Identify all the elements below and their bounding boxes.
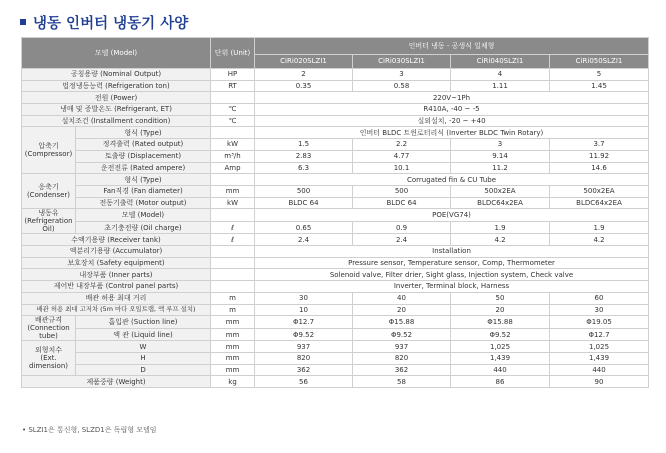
row-unit: HP <box>211 69 255 81</box>
cell: Φ15.88 <box>353 316 451 329</box>
header-group: 인버터 냉동 - 공생식 일체형 <box>255 38 649 55</box>
table-row <box>22 353 649 365</box>
row-label: 초기충전량 (Oil charge) <box>76 221 211 234</box>
header-model-1: CiRi020SLZI1 <box>255 55 353 69</box>
table-row <box>22 127 649 139</box>
cell: 2 <box>255 69 353 81</box>
cell: 362 <box>353 364 451 376</box>
table-row <box>22 246 649 258</box>
cell: 937 <box>353 341 451 353</box>
row-label: 전원 (Power) <box>22 92 211 104</box>
row-label: 운전전류 (Rated ampere) <box>76 162 211 174</box>
cell: Φ15.88 <box>451 316 550 329</box>
row-unit <box>211 209 255 222</box>
row-label: 제품중량 (Weight) <box>22 376 211 388</box>
cell-merged: R410A, -40 ~ -5 <box>255 104 649 116</box>
cell: Φ9.52 <box>255 328 353 341</box>
row-unit <box>211 246 255 258</box>
page-title <box>20 12 188 33</box>
table-row <box>22 150 649 162</box>
cell: 1.5 <box>255 139 353 151</box>
table-row <box>22 69 649 81</box>
cell: 2.2 <box>353 139 451 151</box>
row-unit <box>211 281 255 293</box>
group-label-dimension: 외형치수 (Ext. dimension) <box>22 341 76 376</box>
row-unit: mm <box>211 185 255 197</box>
cell: 11.92 <box>550 150 649 162</box>
header-model: 모델 (Model) <box>22 38 211 69</box>
cell: 90 <box>550 376 649 388</box>
cell: 0.65 <box>255 221 353 234</box>
row-label: 수액기용량 (Receiver tank) <box>22 234 211 246</box>
row-unit <box>211 92 255 104</box>
row-label: 배관 허용 최대 거리 <box>22 292 211 304</box>
row-label: 형식 (Type) <box>76 174 211 186</box>
row-label: 냉매 및 증발온도 (Refrigerant, ET) <box>22 104 211 116</box>
cell: 3 <box>451 139 550 151</box>
row-unit: mm <box>211 341 255 353</box>
row-unit: m <box>211 292 255 304</box>
cell: 1.9 <box>451 221 550 234</box>
row-label: 전동기출력 (Motor output) <box>76 197 211 209</box>
cell: 2.4 <box>353 234 451 246</box>
row-label: 형식 (Type) <box>76 127 211 139</box>
table-row <box>22 281 649 293</box>
cell: 6.3 <box>255 162 353 174</box>
cell: 86 <box>451 376 550 388</box>
row-unit <box>211 174 255 186</box>
table-row <box>22 162 649 174</box>
row-label: 정격출력 (Rated output) <box>76 139 211 151</box>
cell: 820 <box>353 353 451 365</box>
row-unit: ℓ <box>211 221 255 234</box>
cell-merged: Installation <box>255 246 649 258</box>
cell: 3 <box>353 69 451 81</box>
cell: 1,025 <box>451 341 550 353</box>
cell: 1.45 <box>550 80 649 92</box>
row-label: 법정냉동능력 (Refrigeration ton) <box>22 80 211 92</box>
table-row <box>22 209 649 222</box>
cell: 4.77 <box>353 150 451 162</box>
cell: 500x2EA <box>451 185 550 197</box>
cell: 0.35 <box>255 80 353 92</box>
table-row <box>22 341 649 353</box>
row-label: 내장부품 (Inner parts) <box>22 269 211 281</box>
header-model-3: CiRi040SLZI1 <box>451 55 550 69</box>
row-label: 제어반 내장부품 (Control panel parts) <box>22 281 211 293</box>
cell: 9.14 <box>451 150 550 162</box>
group-label-connection: 배관규격 (Connection tube) <box>22 316 76 341</box>
cell: 0.9 <box>353 221 451 234</box>
row-unit: ℃ <box>211 104 255 116</box>
table-row <box>22 139 649 151</box>
cell-merged: Pressure sensor, Temperature sensor, Comp, Thermometer <box>255 257 649 269</box>
table-row <box>22 92 649 104</box>
row-label: 토출량 (Displacement) <box>76 150 211 162</box>
cell: 2.83 <box>255 150 353 162</box>
footnote: • SLZI1은 통신형, SLZD1은 독립형 모델임 <box>22 426 157 434</box>
cell: 500 <box>353 185 451 197</box>
cell: 820 <box>255 353 353 365</box>
row-unit: ℃ <box>211 115 255 127</box>
table-row <box>22 234 649 246</box>
cell: 1,439 <box>550 353 649 365</box>
row-label: 보호장치 (Safety equipment) <box>22 257 211 269</box>
cell: BLDC64x2EA <box>550 197 649 209</box>
cell: 58 <box>353 376 451 388</box>
cell: Φ12.7 <box>255 316 353 329</box>
table-row <box>22 304 649 316</box>
cell: 4.2 <box>451 234 550 246</box>
bullet-square-icon <box>20 19 26 25</box>
group-label-condenser: 응축기 (Condenser) <box>22 174 76 209</box>
table-row <box>22 376 649 388</box>
cell: Φ9.52 <box>353 328 451 341</box>
cell: 14.6 <box>550 162 649 174</box>
cell: 10 <box>255 304 353 316</box>
table-row <box>22 328 649 341</box>
cell-merged: Solenoid valve, Filter drier, Sight glass, Injection system, Check valve <box>255 269 649 281</box>
cell: 2.4 <box>255 234 353 246</box>
row-label: 액 관 (Liquid line) <box>76 328 211 341</box>
row-unit: ℓ <box>211 234 255 246</box>
row-unit: kW <box>211 197 255 209</box>
row-label: 공칭용량 (Nominal Output) <box>22 69 211 81</box>
cell: 4 <box>451 69 550 81</box>
header-row <box>22 38 649 55</box>
cell: BLDC 64 <box>353 197 451 209</box>
cell: 10.1 <box>353 162 451 174</box>
table-row <box>22 104 649 116</box>
table-row <box>22 174 649 186</box>
row-label: 모델 (Model) <box>76 209 211 222</box>
cell: 3.7 <box>550 139 649 151</box>
header-model-4: CiRi050SLZI1 <box>550 55 649 69</box>
row-label: 배관 허용 최대 고저차 (5m 마다 오일트랩, 액 루프 설치) <box>22 304 211 316</box>
row-label: 설치조건 (Installment condition) <box>22 115 211 127</box>
spec-table <box>21 37 649 388</box>
row-unit: m³/h <box>211 150 255 162</box>
row-unit <box>211 127 255 139</box>
cell: 440 <box>451 364 550 376</box>
table-row <box>22 197 649 209</box>
header-unit: 단위 (Unit) <box>211 38 255 69</box>
table-row <box>22 316 649 329</box>
cell: Φ19.05 <box>550 316 649 329</box>
cell: 5 <box>550 69 649 81</box>
table-row <box>22 269 649 281</box>
cell-merged: Corrugated fin & CU Tube <box>255 174 649 186</box>
group-label-compressor: 압축기 (Compressor) <box>22 127 76 174</box>
cell: Φ9.52 <box>451 328 550 341</box>
table-row <box>22 292 649 304</box>
row-unit <box>211 257 255 269</box>
cell: 20 <box>451 304 550 316</box>
cell: 4.2 <box>550 234 649 246</box>
cell-merged: Inverter, Terminal block, Harness <box>255 281 649 293</box>
cell: 500 <box>255 185 353 197</box>
cell-merged: 220V~1Ph <box>255 92 649 104</box>
cell: 56 <box>255 376 353 388</box>
row-label: 액분리기용량 (Accumulator) <box>22 246 211 258</box>
row-unit: RT <box>211 80 255 92</box>
cell: 937 <box>255 341 353 353</box>
cell: 362 <box>255 364 353 376</box>
cell: BLDC 64 <box>255 197 353 209</box>
row-unit: mm <box>211 316 255 329</box>
cell: 11.2 <box>451 162 550 174</box>
row-unit: kW <box>211 139 255 151</box>
cell: Φ12.7 <box>550 328 649 341</box>
header-model-2: CiRi030SLZI1 <box>353 55 451 69</box>
table-row <box>22 364 649 376</box>
cell-merged: POE(VG74) <box>255 209 649 222</box>
row-label: W <box>76 341 211 353</box>
row-label: H <box>76 353 211 365</box>
cell: 30 <box>550 304 649 316</box>
cell: 50 <box>451 292 550 304</box>
row-unit: mm <box>211 328 255 341</box>
row-unit <box>211 269 255 281</box>
cell-merged: 실외설치, -20 ~ +40 <box>255 115 649 127</box>
cell: 40 <box>353 292 451 304</box>
row-label: 흡입관 (Suction line) <box>76 316 211 329</box>
row-label: D <box>76 364 211 376</box>
cell: 30 <box>255 292 353 304</box>
cell: BLDC64x2EA <box>451 197 550 209</box>
group-label-oil: 냉동유 (Refrigeration Oil) <box>22 209 76 234</box>
table-row <box>22 257 649 269</box>
cell: 20 <box>353 304 451 316</box>
table-row <box>22 80 649 92</box>
cell: 0.58 <box>353 80 451 92</box>
cell: 60 <box>550 292 649 304</box>
cell-merged: 인버터 BLDC 트윈로터리식 (Inverter BLDC Twin Rotary) <box>255 127 649 139</box>
cell: 1.11 <box>451 80 550 92</box>
row-label: Fan직경 (Fan diameter) <box>76 185 211 197</box>
cell: 1,025 <box>550 341 649 353</box>
page-title-text: 냉동 인버터 냉동기 사양 <box>33 16 189 32</box>
cell: 1,439 <box>451 353 550 365</box>
row-unit: Amp <box>211 162 255 174</box>
row-unit: mm <box>211 353 255 365</box>
row-unit: kg <box>211 376 255 388</box>
table-row <box>22 185 649 197</box>
row-unit: m <box>211 304 255 316</box>
cell: 440 <box>550 364 649 376</box>
cell: 1.9 <box>550 221 649 234</box>
table-row <box>22 221 649 234</box>
row-unit: mm <box>211 364 255 376</box>
table-row <box>22 115 649 127</box>
cell: 500x2EA <box>550 185 649 197</box>
